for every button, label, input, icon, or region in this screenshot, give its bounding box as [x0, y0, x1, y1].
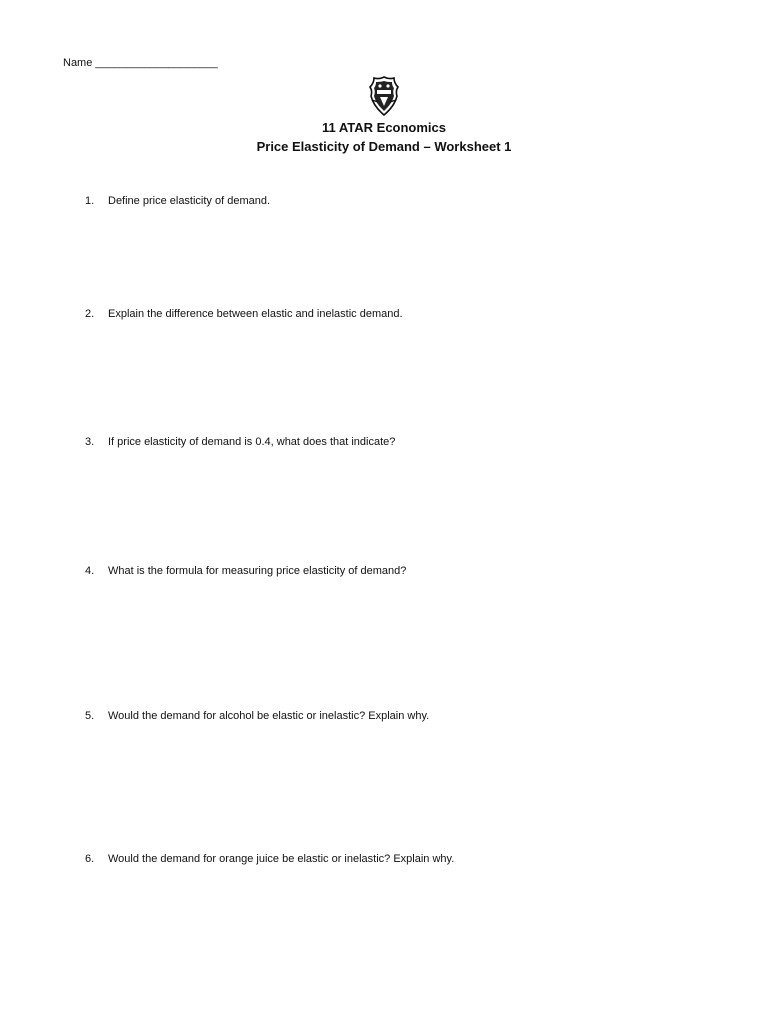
school-crest-icon	[368, 76, 400, 116]
question-text: Would the demand for orange juice be elastic or inelastic? Explain why.	[108, 853, 455, 865]
question-2	[85, 308, 403, 320]
question-text: Define price elasticity of demand.	[108, 195, 271, 207]
student-name-field: Name ____________________	[63, 57, 218, 69]
question-number: 1.	[85, 195, 95, 207]
question-number: 5.	[85, 710, 95, 722]
question-number: 2.	[85, 308, 95, 320]
question-text: Would the demand for alcohol be elastic or inelastic? Explain why.	[108, 710, 430, 722]
question-4	[85, 565, 406, 577]
question-text: Explain the difference between elastic and inelastic demand.	[108, 308, 403, 320]
question-text: What is the formula for measuring price elasticity of demand?	[108, 565, 407, 577]
question-number: 6.	[85, 853, 95, 865]
question-number: 3.	[85, 436, 95, 448]
question-5	[85, 710, 429, 722]
question-3	[85, 436, 395, 448]
question-text: If price elasticity of demand is 0.4, what does that indicate?	[108, 436, 396, 448]
question-number: 4.	[85, 565, 95, 577]
question-6	[85, 853, 454, 865]
course-title: 11 ATAR Economics	[321, 120, 446, 135]
question-1	[85, 195, 270, 207]
worksheet-title: Price Elasticity of Demand – Worksheet 1	[256, 139, 512, 154]
